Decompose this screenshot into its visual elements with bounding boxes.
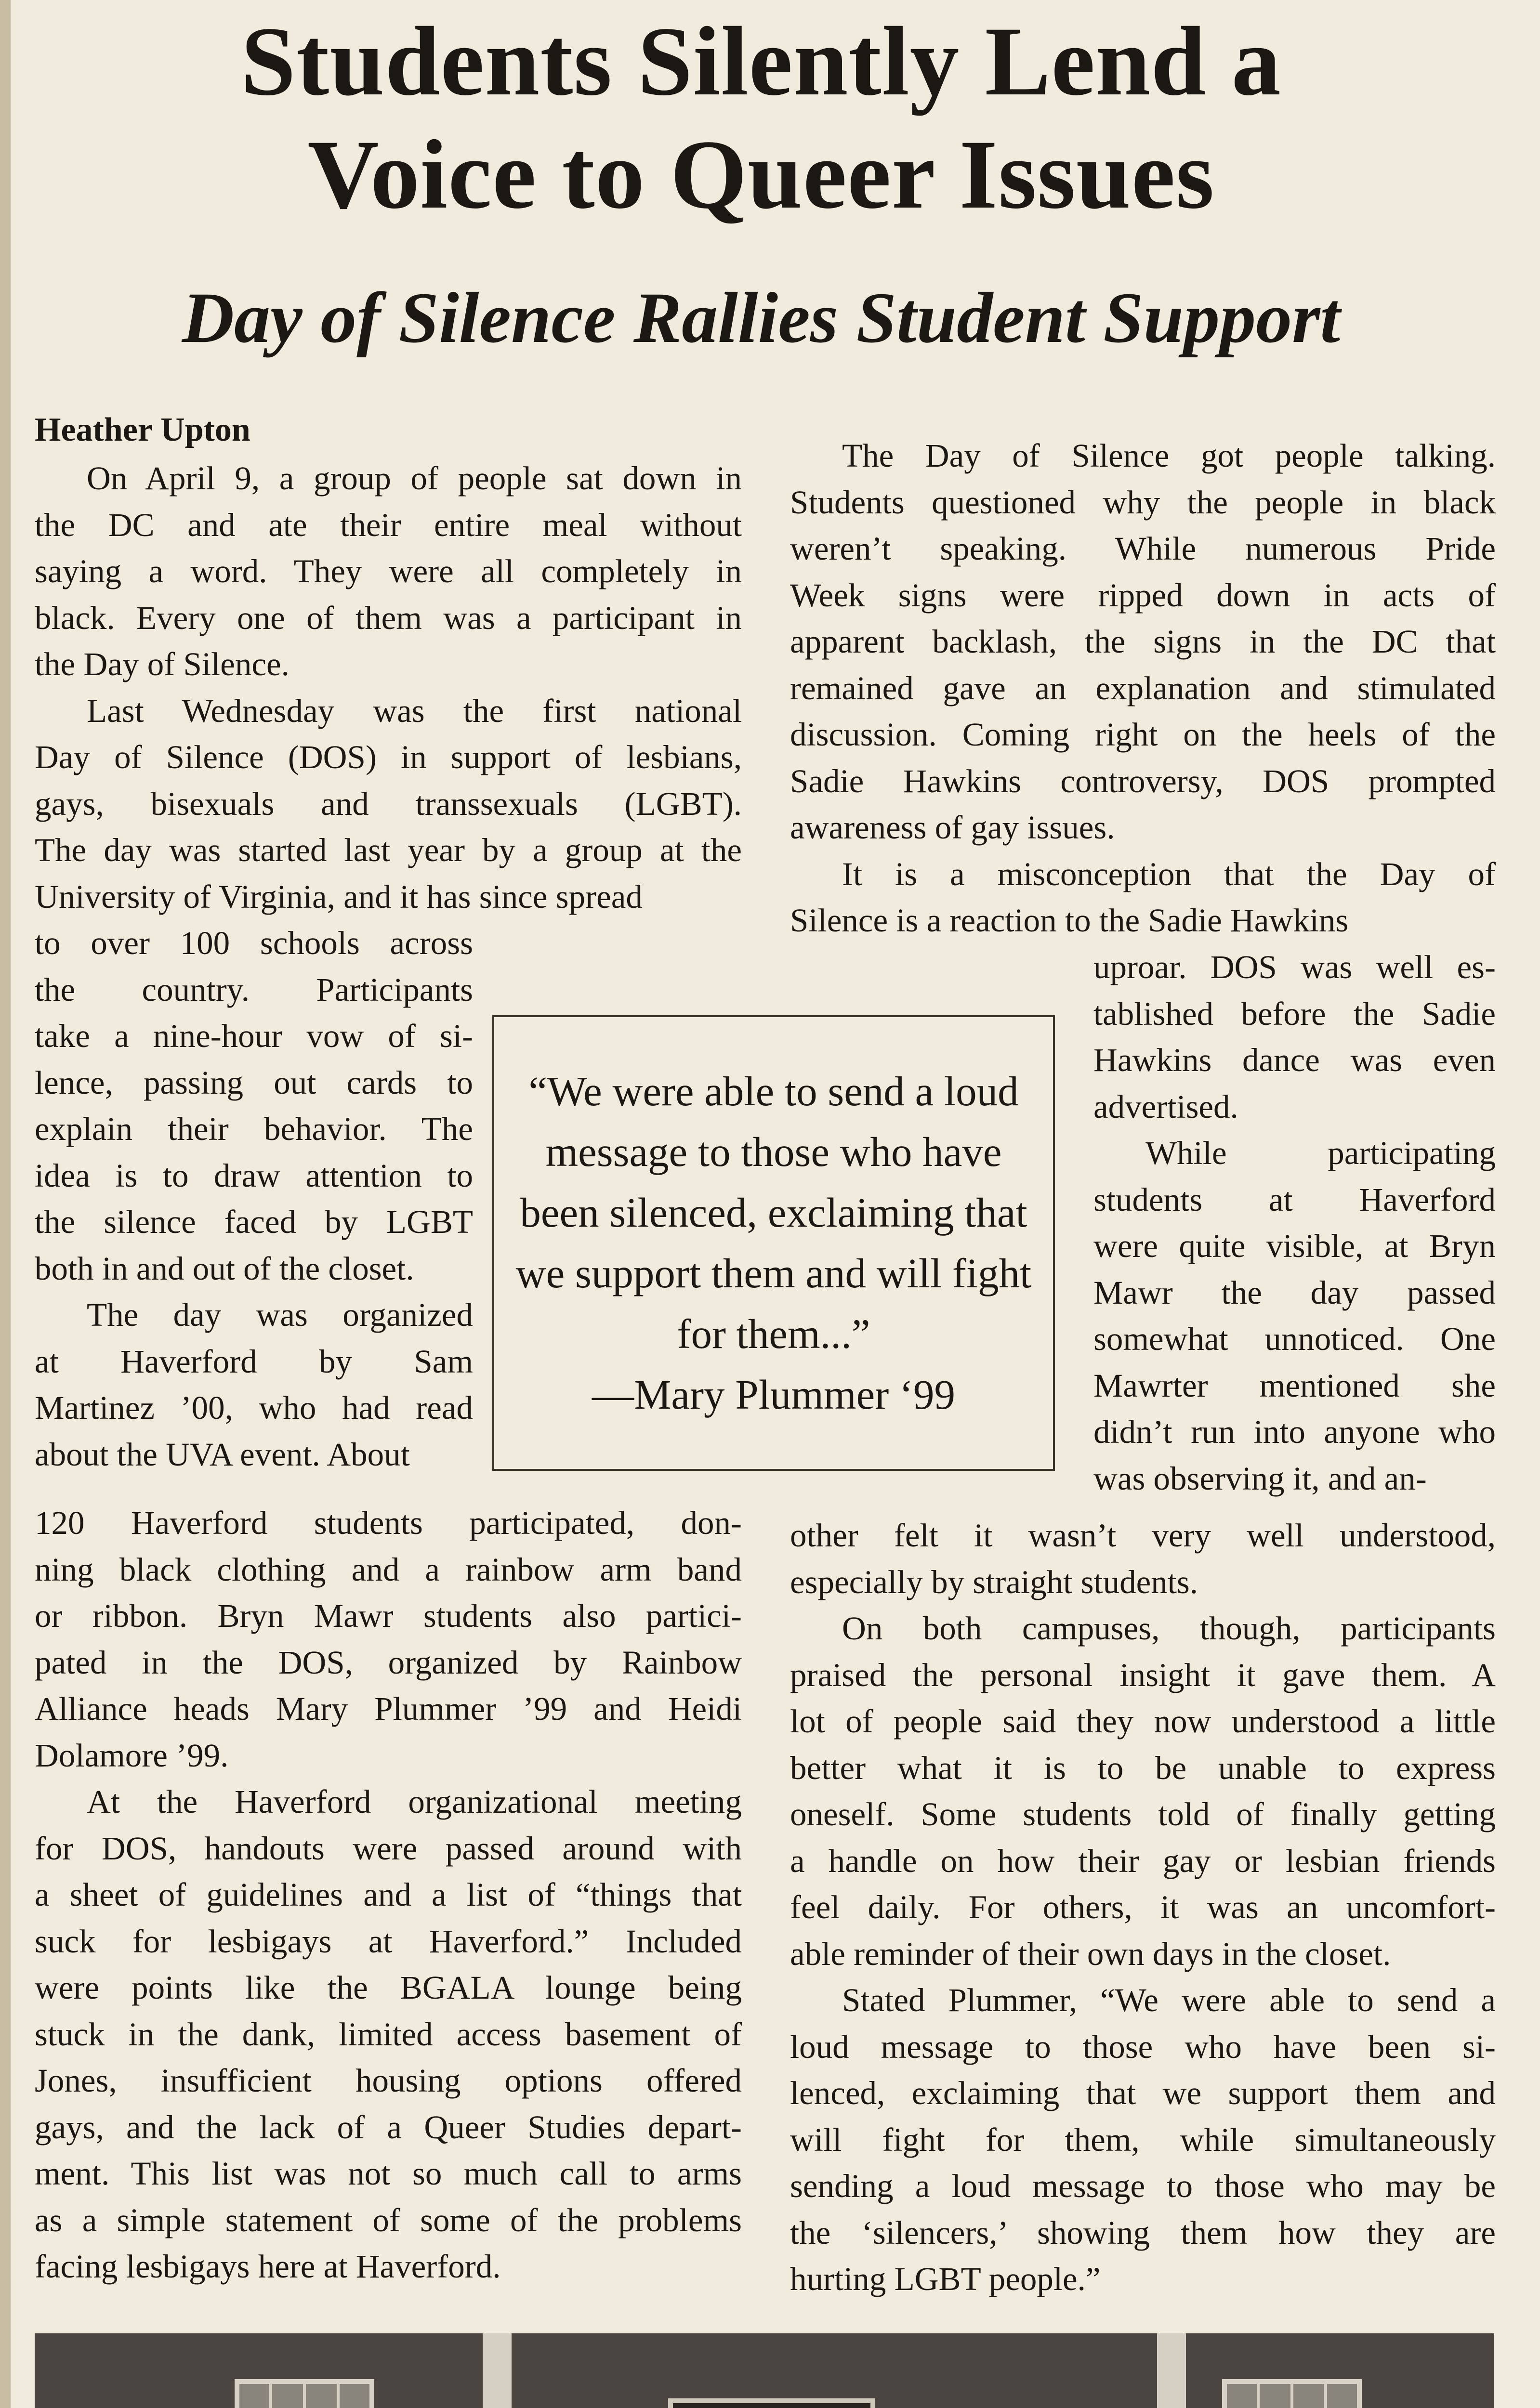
paragraph-3-lead: The day was organized at Haverford by Sam Martinez ’00, who had read about the UVA event. About	[35, 1296, 473, 1473]
headline-line-1: Students Silently Lend a	[241, 7, 1281, 116]
porch-column-right	[1157, 2333, 1186, 2408]
left-column-bottom	[35, 1500, 742, 2290]
right-column-top	[790, 432, 1496, 944]
left-column-top	[35, 455, 742, 920]
headline-line-2: Voice to Queer Issues	[307, 120, 1215, 229]
paragraph-7-lead: While participating students at Haverford were quite visible, at Bryn Mawr the day passed somewhat unnoticed. One Mawrter mentioned she didn’t run into anyone who was observing it, and an-	[1093, 1135, 1496, 1497]
paragraph-9: Stated Plummer, “We were able to send a loud message to those who have been si- lenced, exclaiming that we support them and will fight for them, while simultaneously sending a loud message to those who may be the ‘silencers,’ showing them how they are hurting LGBT people.”	[790, 1982, 1496, 2297]
paragraph-6-lead: It is a misconception that the Day of Silence is a reaction to the Sadie Hawkins	[790, 855, 1496, 939]
paragraph-8: On both campuses, though, participants praised the personal insight it gave them. A lot of people said they now understood a little better what it is to be unable to express oneself. Some students told of finally getting a handle on how their gay or lesbian friends feel daily. For others, it was an uncomfort- able reminder of their own days in the closet.	[790, 1610, 1496, 1972]
paragraph-6-cont: uproar. DOS was well es- tablished before the Sadie Hawkins dance was even advertised.	[1093, 949, 1496, 1125]
pull-quote-attribution: —Mary Plummer ‘99	[592, 1371, 955, 1418]
pull-quote	[492, 1015, 1055, 1471]
paragraph-7-cont: other felt it wasn’t very well understood, especially by straight students.	[790, 1517, 1496, 1600]
subheadline: Day of Silence Rallies Student Support	[182, 278, 1341, 358]
doorway	[671, 2401, 873, 2408]
byline: Heather Upton	[35, 411, 250, 448]
paragraph-4: At the Haverford organizational meeting for DOS, handouts were passed around with a sheet of guidelines and a list of “things that suck for lesbigays at Haverford.” Included were points like the BGALA lounge being stuck in the dank, limited access basement of Jones, insufficient housing options offered gays, and the lack of a Queer Studies depart- ment. This list was not so much call to arms as a simple statement of some of the problems facing lesbigays here at Haverford.	[35, 1783, 742, 2285]
paragraph-2-cont: to over 100 schools across the country. Participants take a nine-hour vow of si- lence, passing out cards to explain their behavior. The idea is to draw attention to the silence faced by LGBT both in and out of the closet.	[35, 925, 473, 1287]
paragraph-1: On April 9, a group of people sat down in the DC and ate their entire meal without saying a word. They were all completely in black. Every one of them was a participant in the Day of Silence.	[35, 460, 742, 682]
group-photo-illustration	[35, 2333, 1494, 2408]
page-binding-edge	[0, 0, 11, 2408]
pull-quote-text: “We were able to send a loud message to those who have been silenced, exclaiming that we support them and will fight for them...”	[515, 1068, 1032, 1357]
porch-column-left	[483, 2333, 512, 2408]
right-column-bottom	[790, 1512, 1496, 2303]
headline	[29, 5, 1493, 231]
group-photo	[35, 2333, 1494, 2408]
paragraph-3-cont: 120 Haverford students participated, don- ning black clothing and a rainbow arm band or ribbon. Bryn Mawr students also partici- pated in the DOS, organized by Rainbow Alliance heads Mary Plummer ’99 and Heidi Dolamore ’99.	[35, 1505, 742, 1774]
paragraph-2-lead: Last Wednesday was the first national Day of Silence (DOS) in support of lesbians, gays, bisexuals and transsexuals (LGBT). The day was started last year by a group at the University of Virginia, and it has since spread	[35, 692, 742, 915]
right-column-narrow	[1093, 944, 1496, 1502]
paragraph-5: The Day of Silence got people talking. Students questioned why the people in black weren’t speaking. While numerous Pride Week signs were ripped down in acts of apparent backlash, the signs in the DC that remained gave an explanation and stimulated discussion. Coming right on the heels of the Sadie Hawkins controversy, DOS prompted awareness of gay issues.	[790, 437, 1496, 846]
left-column-narrow	[35, 920, 473, 1478]
